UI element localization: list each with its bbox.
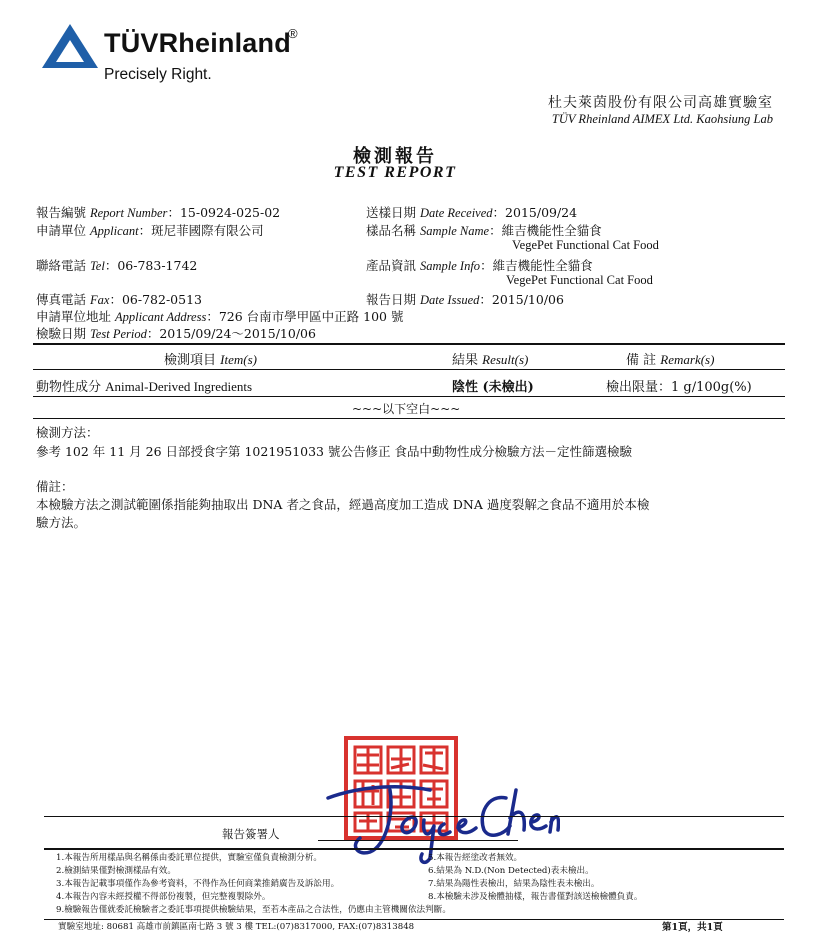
address-row: 申請單位地址 Applicant Address：726 台南市學甲區中正路 100 號: [36, 309, 404, 324]
footnote-right-5: 5.本報告經塗改者無效。: [428, 853, 523, 863]
address-value: 726 台南市學甲區中正路 100 號: [218, 309, 404, 324]
test-period-row: 檢驗日期 Test Period：2015/09/24～2015/10/06: [36, 326, 316, 341]
row-result: 陰性 (未檢出): [452, 380, 534, 395]
footnote-top-rule: [44, 848, 784, 850]
sample-info-value-en: VegePet Functional Cat Food: [506, 273, 653, 287]
method-title: 檢測方法：: [36, 425, 99, 440]
applicant-row: 申請單位 Applicant：斑尼菲國際有限公司: [36, 223, 264, 238]
date-received-value: 2015/09/24: [505, 205, 578, 220]
tuv-triangle-icon: [40, 22, 100, 70]
footnote-left-3: 3.本報告記載事項僅作為參考資料，不得作為任何商業推銷廣告及訴訟用。: [56, 879, 340, 889]
footnote-left-1: 1.本報告所用樣品與名稱係由委託單位提供，實驗室僅負責檢測分析。: [56, 853, 323, 863]
footnote-bottom-rule: [44, 919, 784, 920]
lab-address-line: 實驗室地址: 80681 高雄市前鎮區南七路 3 號 3 樓 TEL:(07)8317000, FAX:(07)8313848: [58, 922, 415, 932]
seal-text: [20, 2, 30, 3]
sample-info-value-zh: 維吉機能性全貓食: [492, 258, 593, 273]
header-item: 檢測項目 Item(s): [164, 352, 257, 368]
date-received-row: 送樣日期 Date Received：2015/09/24: [366, 205, 578, 220]
sample-info-row: 產品資訊 Sample Info：維吉機能性全貓食: [366, 258, 593, 273]
fax-row: 傳真電話 Fax：06-782-0513: [36, 292, 202, 307]
sample-name-value-zh: 維吉機能性全貓食: [501, 223, 602, 238]
signatory-label: 報告簽署人: [222, 827, 280, 841]
blank-below-marker: ~~~以下空白~~~: [352, 402, 461, 416]
tuv-logo: [40, 20, 300, 90]
applicant-value: 斑尼菲國際有限公司: [151, 223, 264, 238]
brand-name: TÜVRheinland: [104, 28, 291, 58]
footnote-left-2: 2.檢測結果僅對檢測樣品有效。: [56, 866, 176, 876]
fax-value: 06-782-0513: [121, 292, 202, 307]
signature-upper-rule: [44, 816, 784, 817]
page-number: 第1頁，共1頁: [662, 922, 723, 933]
row-item-en: Animal-Derived Ingredients: [105, 379, 253, 394]
footnote-left-9: 9.檢驗報告僅就委託檢驗者之委託事項提供檢驗結果，至若本產品之合法性，仍應由主管機關依法判斷。: [56, 905, 451, 915]
brand-tagline: Precisely Right.: [104, 66, 212, 83]
registered-mark: ®: [288, 26, 298, 41]
lab-name-zh: 杜夫萊茵股份有限公司高雄實驗室: [548, 95, 773, 111]
table-top-rule: [33, 343, 785, 345]
header-result: 結果 Result(s): [452, 352, 529, 368]
header-remark: 備 註 Remark(s): [626, 352, 715, 368]
sample-name-value-en: VegePet Functional Cat Food: [512, 238, 659, 252]
table-bottom-rule: [33, 396, 785, 397]
notes-line-1: 本檢驗方法之測試範圍係指能夠抽取出 DNA 者之食品，經過高度加工造成 DNA 過度裂解之食品不適用於本檢: [36, 497, 650, 512]
footnote-left-4: 4.本報告內容未經授權不得部份複製，但完整複製除外。: [56, 892, 271, 902]
row-item-zh: 動物性成分: [36, 380, 102, 395]
method-text: 參考 102 年 11 月 26 日部授食字第 1021951033 號公告修正 食品中動物性成分檢驗方法－定性篩選檢驗: [36, 444, 632, 459]
lab-name-en: TÜV Rheinland AIMEX Ltd. Kaohsiung Lab: [551, 112, 773, 126]
table-row: [36, 376, 252, 395]
row-remark: 檢出限量：1 g/100g(%): [606, 380, 752, 395]
footnote-right-6: 6.結果為 N.D.(Non Detected)表未檢出。: [428, 866, 594, 876]
report-number-value: 15-0924-025-02: [179, 205, 281, 220]
date-issued-row: 報告日期 Date Issued：2015/10/06: [366, 292, 564, 307]
tel-row: 聯絡電話 Tel：06-783-1742: [36, 258, 198, 273]
table-header-rule: [33, 369, 785, 370]
report-title-en: TEST REPORT: [333, 164, 457, 181]
tel-value: 06-783-1742: [117, 258, 198, 273]
signature-line: [318, 840, 518, 841]
test-period-value: 2015/09/24～2015/10/06: [159, 326, 316, 341]
sample-name-row: 樣品名稱 Sample Name：維吉機能性全貓食: [366, 223, 602, 238]
report-title-zh: 檢測報告: [353, 146, 437, 167]
report-number-row: 報告編號 Report Number：15-0924-025-02: [36, 205, 281, 220]
notes-line-2: 驗方法。: [36, 515, 87, 530]
footnote-right-7: 7.結果為陽性表檢出，結果為陰性表未檢出。: [428, 879, 600, 889]
footnote-right-8: 8.本檢驗未涉及檢體抽樣，報告書僅對該送檢檢體負責。: [428, 892, 643, 902]
date-issued-value: 2015/10/06: [491, 292, 564, 307]
section-rule: [33, 418, 785, 419]
notes-title: 備註：: [36, 479, 74, 494]
signed-name: [20, 0, 26, 1]
